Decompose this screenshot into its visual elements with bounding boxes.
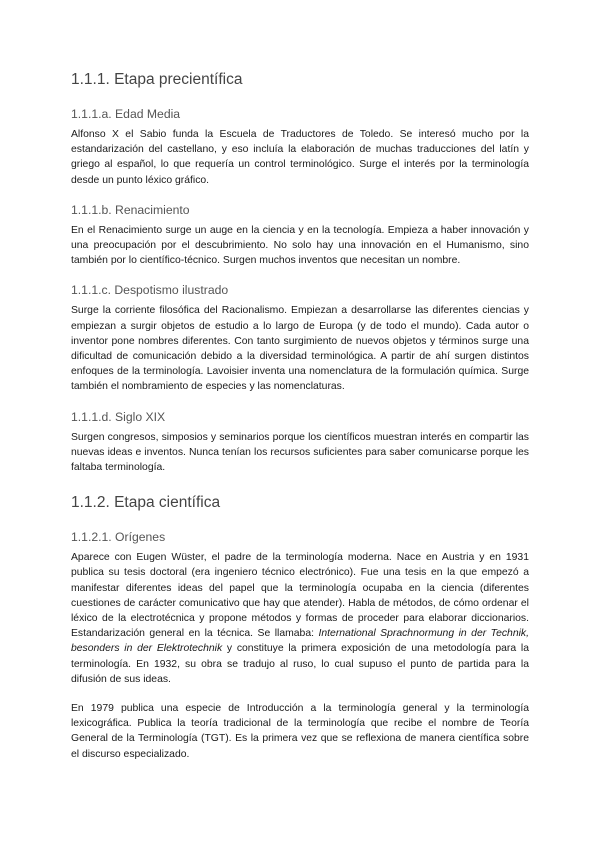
- subsection-title-siglo-xix: 1.1.1.d. Siglo XIX: [71, 409, 166, 424]
- paragraph-edad-media: Alfonso X el Sabio funda la Escuela de Traductores de Toledo. Se interesó mucho por la estandarización del castellano, y eso incluía la elaboración de muchas traducciones del latín y griego al español, lo que requería un control terminológico. Surge el interés por la terminología desde un punto léxico gráfico.: [71, 129, 529, 186]
- section-title-cientifica: 1.1.2. Etapa científica: [71, 494, 221, 512]
- subsection-title-origenes: 1.1.2.1. Orígenes: [71, 530, 166, 545]
- paragraph-origenes-1: [71, 550, 529, 687]
- paragraph-origenes-2: En 1979 publica una especie de Introducción a la terminología general y la terminología lexicográfica. Publica la teoría tradicional de la terminología que recibe el nombre de Teoría General de la Terminología (TGT). Es la primera vez que se reflexiona de manera científica sobre el discurso especializado.: [71, 703, 529, 760]
- paragraph-renacimiento: En el Renacimiento surge un auge en la ciencia y en la tecnología. Empieza a haber innovación y una preocupación por el descubrimiento. No solo hay una innovación en el Humanismo, sino también por lo científico-técnico. Surgen muchos inventos que necesitan un nombre.: [71, 224, 529, 267]
- paragraph-despotismo: Surge la corriente filosófica del Racionalismo. Empiezan a desarrollarse las diferentes ciencias y empiezan a surgir objetos de estudio a lo largo de Europa (y de todo el mundo). Cada autor o inventor pone nombres diferentes. Con tanto surgimiento de nuevos objetos y términos surge una dificultad de comunicación debido a la diversidad terminológica. A partir de ahí surgen distintos enfoques de la terminología. Lavoisier inventa una nomenclatura de la formulación química. Surge también el nombramiento de especies y las nomenclaturas.: [71, 305, 529, 393]
- subsection-title-despotismo: 1.1.1.c. Despotismo ilustrado: [71, 283, 229, 298]
- paragraph-gap: [71, 687, 529, 701]
- subsection-title-renacimiento: 1.1.1.b. Renacimiento: [71, 202, 190, 217]
- section-title-precientifica: 1.1.1. Etapa precientífica: [71, 71, 243, 88]
- subsection-title-edad-media: 1.1.1.a. Edad Media: [71, 107, 181, 121]
- paragraph-text: Aparece con Eugen Wüster, el padre de la terminología moderna. Nace en Austria y en 1931 publica su tesis doctoral (era ingeniero técnico electrónico). Fue una tesis en la que empezó a manifestar diferentes ideas del papel que la terminología ocupaba en la ciencia (diferentes cuestiones de carácter comunicativo que hay que atender). Habla de métodos, de cómo ordenar el léxico de la electrotécnica y propone métodos y formas de proceder para elaborar diccionarios. Estandarización general en la técnica. Se llamaba:: [71, 552, 529, 640]
- book-title: International Sprachnormung in der Technik, besonders in der Elektrotechnik: [71, 628, 529, 655]
- paragraph-siglo-xix: Surgen congresos, simposios y seminarios porque los científicos muestran interés en compartir las nuevas ideas e inventos. Nunca tenían los recursos suficientes para saber comunicarse porque les faltaba terminología.: [71, 431, 529, 474]
- paragraph-text: y constituye la primera exposición de una metodología para la terminología. En 1932, su obra se tradujo al ruso, lo cual supuso el punto de partida para la difusión de sus ideas.: [71, 643, 529, 685]
